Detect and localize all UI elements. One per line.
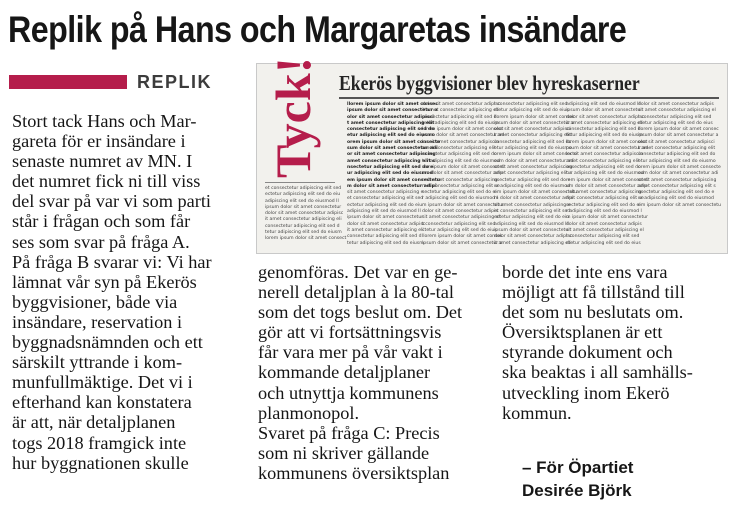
clipping-text-line: ctetur adipiscing elit sed do eius — [638, 120, 713, 126]
clipping-text-line: um dolor sit amet consectetur adip — [422, 171, 503, 177]
clipping-text-line: em ipsum dolor sit amet consectetu — [494, 190, 577, 196]
clipping-text-column — [422, 102, 505, 250]
text-line: kommun. — [502, 402, 572, 423]
clipping-text-line: tur adipiscing elit sed do eiusmod — [566, 171, 644, 177]
clipping-text-line: consectetur adipiscing elit sed d — [347, 234, 422, 240]
text-line: Översiktsplanen är ett — [502, 322, 663, 343]
text-line: som ni skriver gällande — [258, 442, 430, 463]
text-line: efterhand kan konstatera — [12, 392, 192, 413]
clipping-text-line: r adipiscing elit sed do eiusmod l — [566, 209, 642, 215]
clipping-text-line: ur adipiscing elit sed do eiusmod — [494, 183, 570, 189]
clipping-text-line: dolor sit amet consectetur adipisc — [494, 234, 573, 240]
clipping-text-line: etur adipiscing elit sed do eiusmo — [638, 158, 716, 164]
clipping-text-line: sit amet consectetur adipiscing e — [347, 190, 424, 196]
clipping-text-line: olor sit amet consectetur adipisci — [638, 139, 715, 145]
clipping-text-line: or sit amet consectetur adipiscing — [494, 164, 573, 170]
clipping-text-line: llorem ipsum dolor sit amet consec — [422, 234, 503, 240]
clipping-text-line: t consectetur adipiscing elit sed — [566, 234, 640, 240]
clipping-text-line: orem ipsum dolor sit amet consecte — [638, 164, 721, 170]
text-line: gör att vi fortsättningsvis — [258, 322, 442, 343]
clipping-text-line: amet consectetur adipiscing elit s — [638, 183, 716, 189]
clipping-text-line: adipiscing elit sed do eiusmod ll — [347, 209, 421, 215]
clipping-text-line: ipsum dolor sit amet consectetur a — [494, 120, 575, 126]
clipping-text-line: et consectetur adipiscing elit sed — [347, 196, 424, 202]
clipping-text-line: sectetur adipiscing elit sed do ei — [566, 202, 641, 208]
kicker-color-bar — [9, 75, 127, 89]
clipping-text-line: amet consectetur adipiscing elit — [422, 146, 496, 152]
text-line: får vara mer på vår vakt i — [258, 342, 443, 363]
clipping-text-line: ipsum dolor sit amet consectetur — [566, 108, 643, 114]
clipping-text-line: rem ipsum dolor sit amet consectet — [422, 164, 504, 170]
clipping-text-column — [265, 186, 347, 248]
clipping-text-line: tetur adipiscing elit sed do eiusm — [347, 240, 424, 246]
text-line: borde det inte ens vara — [502, 262, 668, 282]
text-line: På fråga B svarar vi: Vi har — [12, 251, 212, 272]
clipping-text-line: sit amet consectetur adipiscing el — [566, 227, 644, 233]
kicker-label: REPLIK — [137, 71, 213, 92]
clipping-text-line: ctetur adipiscing elit sed do eius — [566, 240, 641, 246]
clipping-text-line: ipsum dolor sit amet consectetur — [265, 204, 342, 210]
text-line: som det togs beslut om. Det — [258, 302, 463, 323]
clipping-text-line: orem ipsum dolor sit amet consecte — [494, 152, 577, 158]
clipping-text-line: it amet consectetur adipiscing eli — [265, 217, 342, 223]
clipping-rule — [339, 97, 719, 99]
clipping-text-line: ipsum dolor sit amet consectetur a — [347, 108, 438, 114]
newspaper-clipping-image — [256, 56, 728, 254]
clipping-text-line: m dolor sit amet consectetur adipi — [347, 183, 437, 189]
clipping-text-line: t consectetur adipiscing elit sed — [422, 221, 496, 227]
text-line: byggvisioner, både via — [12, 291, 178, 312]
clipping-tag: Tyck! — [265, 56, 321, 178]
clipping-text-line: t amet consectetur adipiscing elit — [347, 120, 435, 126]
clipping-text-line: consectetur adipiscing elit sed do — [638, 152, 716, 158]
text-line: Stort tack Hans och Mar- — [12, 111, 197, 131]
text-line: byggnadsnämnden och ett — [12, 332, 203, 353]
clipping-text-line: sum dolor sit amet consectetur adi — [347, 146, 438, 152]
clipping-headline: Ekerös byggvisioner blev hyreskaserner — [339, 71, 640, 95]
clipping-text-line: em ipsum dolor sit amet consectetu — [638, 202, 721, 208]
clipping-text-line: sum dolor sit amet consectetur adi — [494, 158, 575, 164]
text-line: det numret fick ni till viss — [12, 171, 201, 192]
clipping-text-line: it amet consectetur adipiscing eli — [422, 108, 499, 114]
clipping-text-line: or sit amet consectetur adipiscing — [638, 177, 717, 183]
clipping-text-line: et consectetur adipiscing elit sed — [494, 209, 571, 215]
clipping-text-line: t consectetur adipiscing elit sed — [638, 114, 712, 120]
clipping-text-line: amet consectetur adipiscing elit — [566, 158, 640, 164]
clipping-text-line: ectetur adipiscing elit sed do eiu — [265, 192, 341, 198]
signature — [522, 456, 633, 502]
clipping-text-line: dolor sit amet consectetur adipisc — [347, 221, 426, 227]
clipping-text-line: t consectetur adipiscing elit sed — [494, 102, 568, 107]
clipping-text-line: r sit amet consectetur adipiscing — [422, 177, 498, 183]
clipping-text-line: consectetur adipiscing elit sed do — [347, 127, 435, 133]
clipping-text-line: olor sit amet consectetur adipisci — [347, 114, 434, 120]
clipping-text-line: sit amet consectetur adipiscing el — [422, 215, 500, 221]
clipping-text-line: it amet consectetur adipiscing eli — [566, 120, 643, 126]
text-line: Svaret på fråga C: Precis — [258, 422, 440, 443]
clipping-text-line: t amet consectetur adipiscing elit — [638, 146, 716, 152]
clipping-text-line: sectetur adipiscing elit sed do ei — [422, 190, 497, 196]
clipping-text-line: adipiscing elit sed do eiusmod ll — [265, 198, 339, 204]
text-line: utveckling inom Ekerö — [502, 382, 670, 403]
clipping-text-line: llorem ipsum dolor sit amet consec — [638, 127, 719, 133]
text-line: styrande dokument och — [502, 342, 673, 363]
clipping-text-line: met consectetur adipiscing elit se — [566, 196, 644, 202]
clipping-text-line: ctetur adipiscing elit sed do eius — [494, 108, 569, 114]
clipping-text-line: m ipsum dolor sit amet consectetur — [422, 202, 505, 208]
clipping-text-line: lor sit amet consectetur adipiscin — [422, 139, 499, 145]
clipping-text-line: m ipsum dolor sit amet consectetur — [566, 215, 649, 221]
text-line: nerell detaljplan à la 80-tal — [258, 282, 454, 303]
clipping-text-line: orem ipsum dolor sit amet consecte — [347, 139, 441, 145]
article-column-3 — [502, 262, 693, 423]
clipping-text-line: lor sit amet consectetur adipiscin — [566, 152, 643, 158]
clipping-text-line: etur adipiscing elit sed do eiusmo — [347, 133, 435, 139]
clipping-text-line: or sit amet consectetur adipiscing — [347, 152, 436, 158]
clipping-text-column — [638, 102, 721, 212]
text-line: är att, när detaljplanen — [12, 412, 176, 433]
clipping-text-line: dolor sit amet consectetur adipis — [422, 209, 498, 215]
clipping-text-line: tur adipiscing elit sed do eiusmod — [422, 158, 500, 164]
clipping-text-line: dolor sit amet consectetur adipisc — [265, 211, 344, 217]
clipping-divider — [265, 182, 335, 183]
text-line: kommunens översiktsplan — [258, 462, 450, 483]
clipping-text-line: llorem ipsum dolor sit amet consec — [347, 102, 438, 107]
text-line: munfullmäktige. Det vi i — [12, 372, 193, 393]
text-line: ses som svar på fråga A. — [12, 231, 190, 252]
text-line: ska beaktas i all samhälls- — [502, 362, 693, 383]
clipping-text-line: ur adipiscing elit sed do eiusmod — [347, 171, 433, 177]
clipping-text-line: consectetur adipiscing elit sed d — [422, 114, 497, 120]
clipping-text-line: it amet consectetur adipiscing eli — [494, 240, 571, 246]
clipping-text-line: t amet consectetur adipiscing elit — [494, 133, 572, 139]
clipping-text-line: onsectetur adipiscing elit sed do — [422, 152, 497, 158]
text-line: lämnat vår syn på Ekerös — [12, 271, 197, 292]
clipping-text-line: sit amet consectetur adipiscing e — [494, 202, 571, 208]
clipping-text-line: etur adipiscing elit sed do eiusmo — [494, 146, 572, 152]
clipping-text-line: r adipiscing elit sed do eiusmod l — [422, 196, 498, 202]
clipping-text-line: ectetur adipiscing elit sed do eiu — [347, 202, 423, 208]
text-line: kommande detaljplaner — [258, 362, 431, 383]
clipping-text-line: tetur adipiscing elit sed do eiusm — [422, 120, 499, 126]
clipping-text-line: consectetur adipiscing elit sed do — [494, 139, 572, 145]
clipping-text-line: sum dolor sit amet consectetur adi — [638, 171, 719, 177]
clipping-text-line: psum dolor sit amet consectetur ad — [422, 133, 505, 139]
text-line: och utnyttja kommunens — [258, 382, 439, 403]
text-line: senaste numret av MN. I — [12, 151, 193, 172]
clipping-text-line: et consectetur adipiscing elit sed — [265, 186, 342, 191]
clipping-text-line: llorem ipsum dolor sit amet consec — [494, 114, 575, 120]
clipping-text-line: amet consectetur adipiscing elit s — [494, 171, 572, 177]
clipping-text-line: m dolor sit amet consectetur adipi — [494, 196, 574, 202]
page-headline: Replik på Hans och Margaretas insändare — [8, 9, 627, 50]
text-line: togs 2018 framgick inte — [12, 432, 187, 453]
clipping-text-column — [347, 102, 441, 250]
text-line: står i frågan och som får — [12, 211, 191, 232]
text-line: planmonopol. — [258, 402, 360, 423]
clipping-text-line: tetur adipiscing elit sed do eiusm — [566, 133, 643, 139]
clipping-text-line: ur adipiscing elit sed do eiusmod — [638, 196, 714, 202]
clipping-text-column — [566, 102, 649, 250]
clipping-text-line: ipsum dolor sit amet consectetur a — [422, 240, 503, 246]
clipping-text-line: ectetur adipiscing elit sed do eiu — [494, 215, 570, 221]
clipping-text-line: dolor sit amet consectetur adipis — [566, 221, 642, 227]
article-column-2 — [258, 262, 462, 483]
clipping-text-line: lorem ipsum dolor sit amet consect — [265, 236, 347, 242]
clipping-text-line: dolor sit amet consectetur adipis — [638, 102, 714, 107]
clipping-text-line: ctetur adipiscing elit sed do eius — [422, 227, 497, 233]
clipping-text-line: psum dolor sit amet consectetur ad — [566, 146, 649, 152]
clipping-text-line: nsectetur adipiscing elit sed do e — [638, 190, 715, 196]
clipping-text-line: amet consectetur adipiscing elit s — [347, 158, 435, 164]
clipping-text-line: consectetur adipiscing elit sed d — [265, 223, 340, 229]
clipping-text-line: sit amet consectetur adipiscing el — [638, 108, 716, 114]
clipping-text-line: lorem ipsum dolor sit amet consect — [566, 139, 648, 145]
clipping-text-line: met consectetur adipiscing elit se — [422, 183, 500, 189]
clipping-text-line: ipsum dolor sit amet consectetur — [494, 227, 571, 233]
clipping-text-line: ipsum dolor sit amet consectetur — [347, 215, 424, 221]
clipping-text-line: dolor sit amet consectetur adipisc — [422, 102, 501, 107]
section-kicker — [9, 71, 212, 93]
clipping-text-line: ipsum dolor sit amet consectetur a — [638, 133, 719, 139]
text-line: möjligt att få tillstånd till — [502, 282, 685, 303]
clipping-text-line: it amet consectetur adipiscing eli — [347, 227, 424, 233]
text-line: insändare, reservation i — [12, 311, 183, 332]
text-line: del svar på var vi som parti — [12, 191, 212, 212]
clipping-text-line: adipiscing elit sed do eiusmod ll — [494, 221, 568, 227]
clipping-text-line: lorem ipsum dolor sit amet consect — [422, 127, 504, 133]
clipping-text-column — [494, 102, 577, 250]
text-line: särskilt yttrande i kom- — [12, 352, 183, 373]
clipping-text-line: r sit amet consectetur adipiscing — [566, 190, 642, 196]
clipping-text-line: rem ipsum dolor sit amet consectet — [566, 177, 648, 183]
signature-name: Desirée Björk — [522, 481, 632, 500]
clipping-text-line: em ipsum dolor sit amet consectetu — [347, 177, 441, 183]
clipping-text-line: dolor sit amet consectetur adipisc — [566, 114, 645, 120]
clipping-text-line: onsectetur adipiscing elit sed do — [566, 164, 641, 170]
clipping-text-line: tetur adipiscing elit sed do eiusm — [265, 230, 342, 236]
signature-party: – För Öpartiet — [522, 458, 634, 477]
clipping-text-line: nsectetur adipiscing elit sed do e — [494, 177, 571, 183]
article-column-1 — [12, 111, 212, 473]
text-line: det som nu beslutats om. — [502, 302, 684, 323]
text-line: gareta för er insändare i — [12, 131, 186, 152]
clipping-text-line: consectetur adipiscing elit sed d — [566, 127, 641, 133]
clipping-text-line: olor sit amet consectetur adipisci — [494, 127, 571, 133]
text-line: genomföras. Det var en ge- — [258, 262, 458, 282]
clipping-text-line: adipiscing elit sed do eiusmod ll — [566, 102, 640, 107]
clipping-text-line: um dolor sit amet consectetur adip — [566, 183, 647, 189]
text-line: hur byggnationen skulle — [12, 452, 189, 473]
clipping-text-line: nsectetur adipiscing elit sed do e — [347, 164, 434, 170]
